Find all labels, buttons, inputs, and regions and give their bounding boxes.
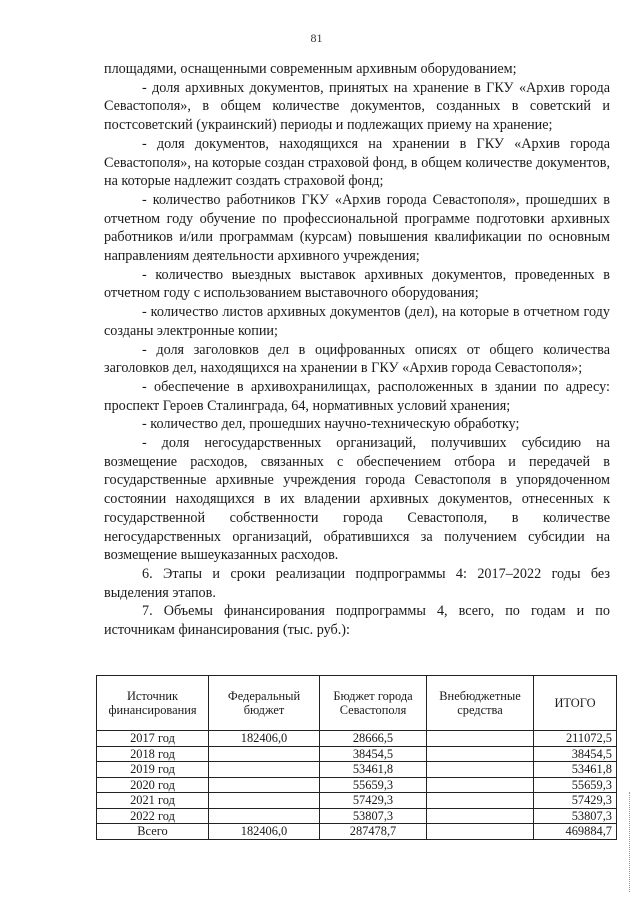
cell-total: 38454,5 bbox=[534, 746, 617, 762]
cell-city: 57429,3 bbox=[320, 793, 427, 809]
paragraph: площадями, оснащенными современным архивным оборудованием; bbox=[104, 61, 517, 77]
cell-extra bbox=[427, 824, 534, 840]
cell-federal bbox=[209, 808, 320, 824]
cell-source: 2017 год bbox=[97, 731, 209, 747]
cell-source: 2018 год bbox=[97, 746, 209, 762]
cell-city: 38454,5 bbox=[320, 746, 427, 762]
table-total-row bbox=[97, 824, 617, 840]
cell-source: 2022 год bbox=[97, 808, 209, 824]
header-total: ИТОГО bbox=[534, 676, 617, 731]
cell-federal bbox=[209, 746, 320, 762]
cell-extra bbox=[427, 746, 534, 762]
list-item: - доля документов, находящихся на хранении в ГКУ «Архив города Севастополя», на которые создан страховой фонд, в общем количестве документов, на которые надлежит создать страховой фонд; bbox=[104, 135, 610, 190]
cell-federal bbox=[209, 762, 320, 778]
financing-table bbox=[96, 675, 617, 840]
cell-total: 469884,7 bbox=[534, 824, 617, 840]
cell-extra bbox=[427, 777, 534, 793]
list-item: - количество работников ГКУ «Архив города Севастополя», прошедших в отчетном году обучение по профессиональной программе подготовки архивных работников и/или программам (курсам) повышения квалификации по основным направлениям деятельности архивного учреждения; bbox=[104, 191, 610, 265]
cell-city: 53461,8 bbox=[320, 762, 427, 778]
list-item: - обеспечение в архивохранилищах, расположенных в здании по адресу: проспект Героев Сталинграда, 64, нормативных условий хранения; bbox=[104, 378, 610, 414]
cell-total: 211072,5 bbox=[534, 731, 617, 747]
cell-city: 53807,3 bbox=[320, 808, 427, 824]
cell-total: 53807,3 bbox=[534, 808, 617, 824]
section-7-paragraph: 7. Объемы финансирования подпрограммы 4, всего, по годам и по источникам финансирования (тыс. руб.): bbox=[104, 603, 610, 639]
list-item: - количество дел, прошедших научно-техническую обработку; bbox=[142, 416, 520, 433]
list-item: - доля заголовков дел в оцифрованных описях от общего количества заголовков дел, находящихся на хранении в ГКУ «Архив города Севастополя»; bbox=[104, 341, 610, 377]
list-item: - доля негосударственных организаций, получивших субсидию на возмещение расходов, связанных с обеспечением отбора и передачей в государственные архивные учреждения города Севастополя в упорядоченном состоянии находящихся в их владении архивных документов, отнесенных к государственной собственности города Севастополя, в количестве негосударственных организаций, обратившихся за получением субсидии на возмещение вышеуказанных расходов. bbox=[104, 435, 610, 564]
cell-extra bbox=[427, 808, 534, 824]
list-item: - количество выездных выставок архивных документов, проведенных в отчетном году с использованием выставочного оборудования; bbox=[104, 266, 610, 302]
cell-city: 28666,5 bbox=[320, 731, 427, 747]
table-row bbox=[97, 762, 617, 778]
cell-total: 57429,3 bbox=[534, 793, 617, 809]
header-federal: Федеральный бюджет bbox=[209, 676, 320, 731]
list-item: - количество листов архивных документов (дел), на которые в отчетном году созданы электронные копии; bbox=[104, 304, 610, 339]
cell-extra bbox=[427, 762, 534, 778]
table-row bbox=[97, 746, 617, 762]
cell-total: 55659,3 bbox=[534, 777, 617, 793]
cell-city: 287478,7 bbox=[320, 824, 427, 840]
header-city: Бюджет города Севастополя bbox=[320, 676, 427, 731]
cell-source: 2021 год bbox=[97, 793, 209, 809]
header-source: Источник финансирования bbox=[97, 676, 209, 731]
table-row bbox=[97, 731, 617, 747]
list-item: - доля архивных документов, принятых на хранение в ГКУ «Архив города Севастополя», в общем количестве документов, созданных в советский и постсоветский (украинский) периоды и подлежащих приему на хранение; bbox=[104, 79, 610, 134]
section-6-paragraph: 6. Этапы и сроки реализации подпрограммы 4: 2017–2022 годы без выделения этапов. bbox=[104, 565, 610, 601]
header-extra: Внебюджетные средства bbox=[427, 676, 534, 731]
cell-city: 55659,3 bbox=[320, 777, 427, 793]
cell-extra bbox=[427, 731, 534, 747]
cell-federal: 182406,0 bbox=[209, 824, 320, 840]
cell-federal bbox=[209, 777, 320, 793]
cell-source: 2020 год bbox=[97, 777, 209, 793]
table-row bbox=[97, 808, 617, 824]
page-number: 81 bbox=[310, 31, 323, 45]
table-header-row bbox=[97, 676, 617, 731]
body-text bbox=[104, 60, 610, 640]
cell-total: 53461,8 bbox=[534, 762, 617, 778]
cell-extra bbox=[427, 793, 534, 809]
cell-federal bbox=[209, 793, 320, 809]
table-row bbox=[97, 777, 617, 793]
cell-source: 2019 год bbox=[97, 762, 209, 778]
table-row bbox=[97, 793, 617, 809]
cell-source: Всего bbox=[97, 824, 209, 840]
cell-federal: 182406,0 bbox=[209, 731, 320, 747]
scan-edge-mark bbox=[627, 792, 630, 892]
